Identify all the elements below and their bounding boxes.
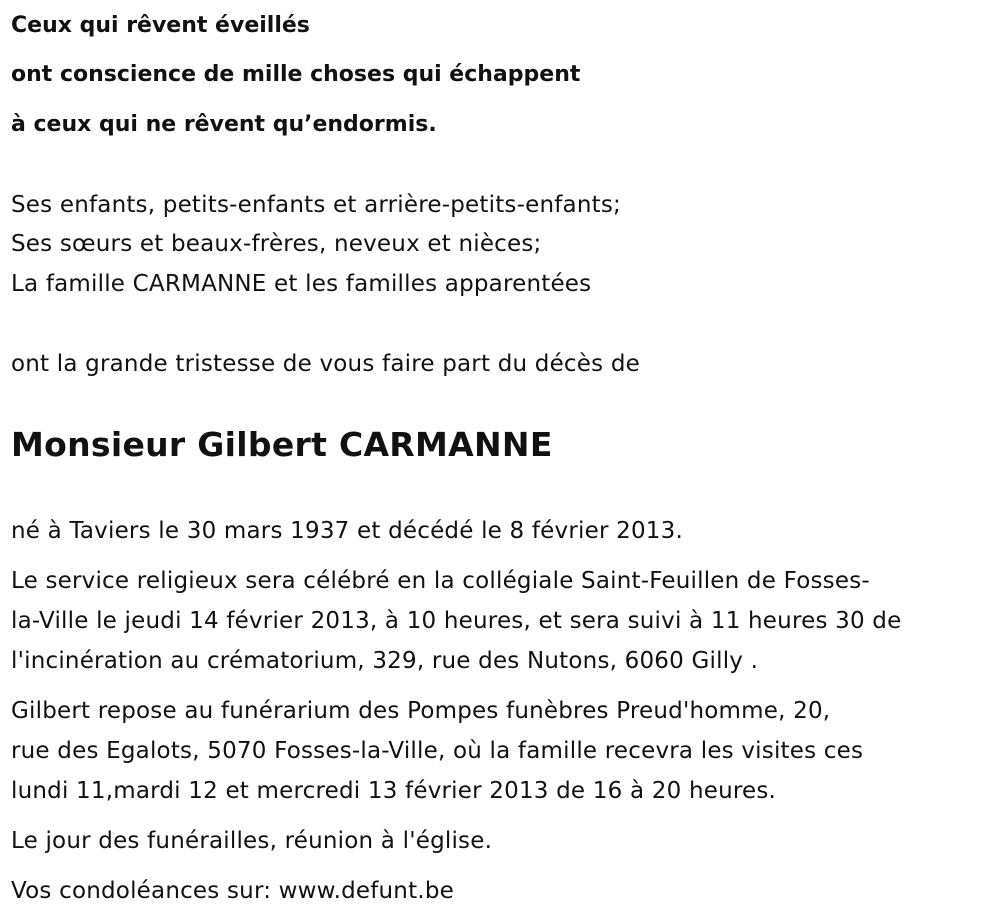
funeral-day-text: Le jour des funérailles, réunion à l'église. [11, 828, 493, 854]
service-line-2: la-Ville le jeudi 14 février 2013, à 10 heures, et sera suivi à 11 heures 30 de [11, 608, 902, 634]
family-line-2: Ses sœurs et beaux-frères, neveux et nièces; [11, 231, 542, 257]
visitation-line-3: lundi 11,mardi 12 et mercredi 13 février 2013 de 16 à 20 heures. [11, 778, 777, 804]
visitation-line-2: rue des Egalots, 5070 Fosses-la-Ville, où la famille recevra les visites ces [11, 738, 864, 764]
announcement-text: ont la grande tristesse de vous faire part du décès de [11, 351, 640, 377]
deceased-name: Monsieur Gilbert CARMANNE [11, 425, 553, 464]
family-line-1: Ses enfants, petits-enfants et arrière-petits-enfants; [11, 192, 621, 218]
condolences-text: Vos condoléances sur: www.defunt.be [11, 878, 454, 904]
visitation-line-1: Gilbert repose au funérarium des Pompes funèbres Preud'homme, 20, [11, 698, 831, 724]
quote-line-1: Ceux qui rêvent éveillés [11, 13, 310, 38]
quote-line-2: ont conscience de mille choses qui échappent [11, 62, 581, 87]
service-line-3: l'incinération au crématorium, 329, rue des Nutons, 6060 Gilly . [11, 648, 759, 674]
quote-line-3: à ceux qui ne rêvent qu’endormis. [11, 112, 437, 137]
birth-death-text: né à Taviers le 30 mars 1937 et décédé le 8 février 2013. [11, 518, 683, 544]
family-line-3: La famille CARMANNE et les familles apparentées [11, 271, 592, 297]
service-line-1: Le service religieux sera célébré en la collégiale Saint-Feuillen de Fosses- [11, 568, 870, 594]
